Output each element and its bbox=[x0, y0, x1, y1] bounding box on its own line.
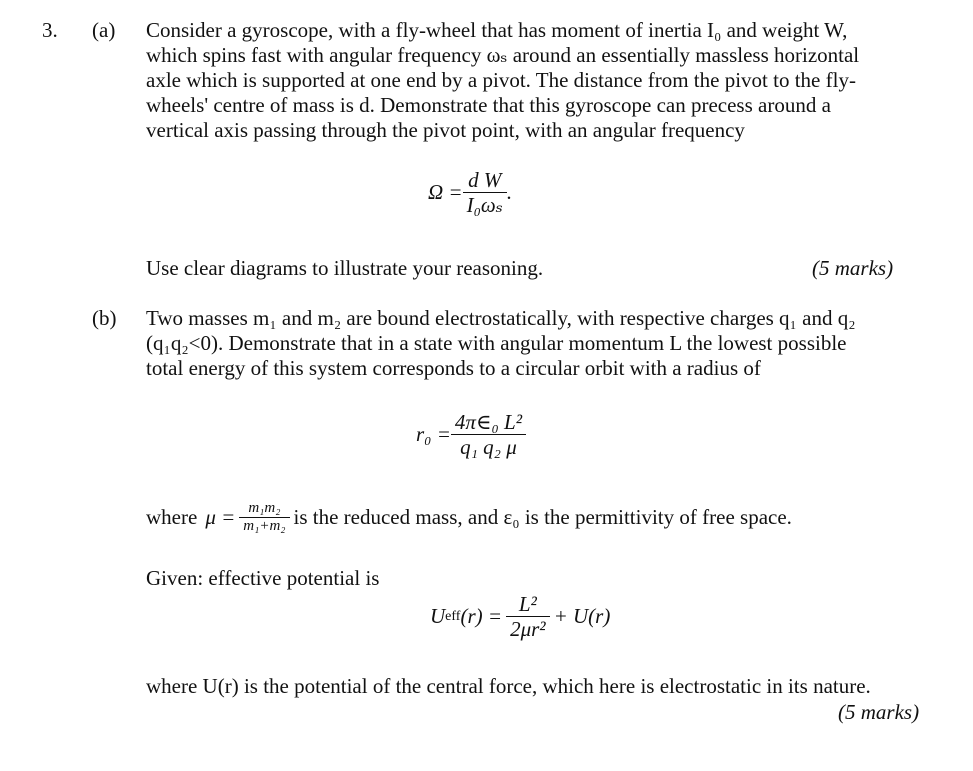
part-a-label: (a) bbox=[92, 18, 116, 42]
ueff-lhs-rest: (r) = bbox=[460, 604, 503, 628]
radius-denominator: q₁ q₂ μ bbox=[460, 435, 517, 459]
mu-fraction bbox=[239, 500, 289, 535]
question-number: 3. bbox=[42, 18, 58, 42]
part-a-line: Consider a gyroscope, with a fly-wheel that has moment of inertia I₀ and weight W, bbox=[146, 18, 848, 42]
part-b-label: (b) bbox=[92, 306, 117, 330]
part-a-line: vertical axis passing through the pivot point, with an angular frequency bbox=[146, 118, 745, 142]
part-a-line: wheels' centre of mass is d. Demonstrate that this gyroscope can precess around a bbox=[146, 93, 831, 117]
radius-fraction bbox=[451, 410, 526, 459]
effective-potential-equation bbox=[430, 592, 610, 641]
part-b-line: total energy of this system corresponds to a circular orbit with a radius of bbox=[146, 356, 761, 380]
part-a-body bbox=[146, 18, 906, 143]
part-a-line: which spins fast with angular frequency ωₛ around an essentially massless horizontal bbox=[146, 43, 860, 67]
part-b-line: Two masses m₁ and m₂ are bound electrostatically, with respective charges q₁ and q₂ bbox=[146, 306, 856, 330]
equation-numerator: d W bbox=[468, 168, 502, 192]
where-suffix: is the reduced mass, and ε₀ is the permittivity of free space. bbox=[293, 505, 792, 529]
ueff-rhs: + U(r) bbox=[553, 604, 611, 628]
radius-numerator: 4π∈₀ L² bbox=[454, 410, 522, 434]
precession-equation bbox=[428, 168, 512, 217]
reduced-mass-line bbox=[146, 500, 792, 535]
mu-denominator: m₁+m₂ bbox=[243, 518, 286, 534]
part-b-marks: (5 marks) bbox=[838, 700, 920, 724]
equation-denominator: I₀ωₛ bbox=[466, 193, 503, 217]
mu-lhs: μ = bbox=[205, 505, 236, 529]
equation-lhs: Ω = bbox=[428, 180, 463, 204]
radius-equation bbox=[416, 410, 526, 459]
footer-text: where U(r) is the potential of the central force, which here is electrostatic in its nature. bbox=[146, 674, 871, 698]
ueff-denominator: 2μr² bbox=[510, 617, 546, 641]
part-a-instruction: Use clear diagrams to illustrate your reasoning. bbox=[146, 256, 544, 280]
ueff-lhs-sub: eff bbox=[445, 609, 461, 624]
ueff-lhs-base: U bbox=[430, 604, 446, 628]
equation-fraction bbox=[463, 168, 507, 217]
ueff-fraction bbox=[506, 592, 550, 641]
part-a-line: axle which is supported at one end by a pivot. The distance from the pivot to the fly- bbox=[146, 68, 856, 92]
where-prefix: where bbox=[146, 505, 198, 529]
ueff-numerator: L² bbox=[518, 592, 537, 616]
equation-trail: . bbox=[506, 180, 513, 204]
part-b-line: (q₁q₂<0). Demonstrate that in a state with angular momentum L the lowest possible bbox=[146, 331, 847, 355]
part-a-marks: (5 marks) bbox=[812, 256, 894, 280]
given-text: Given: effective potential is bbox=[146, 566, 380, 590]
part-b-body bbox=[146, 306, 906, 381]
radius-lhs: r₀ = bbox=[416, 422, 451, 446]
mu-numerator: m₁m₂ bbox=[248, 500, 281, 516]
